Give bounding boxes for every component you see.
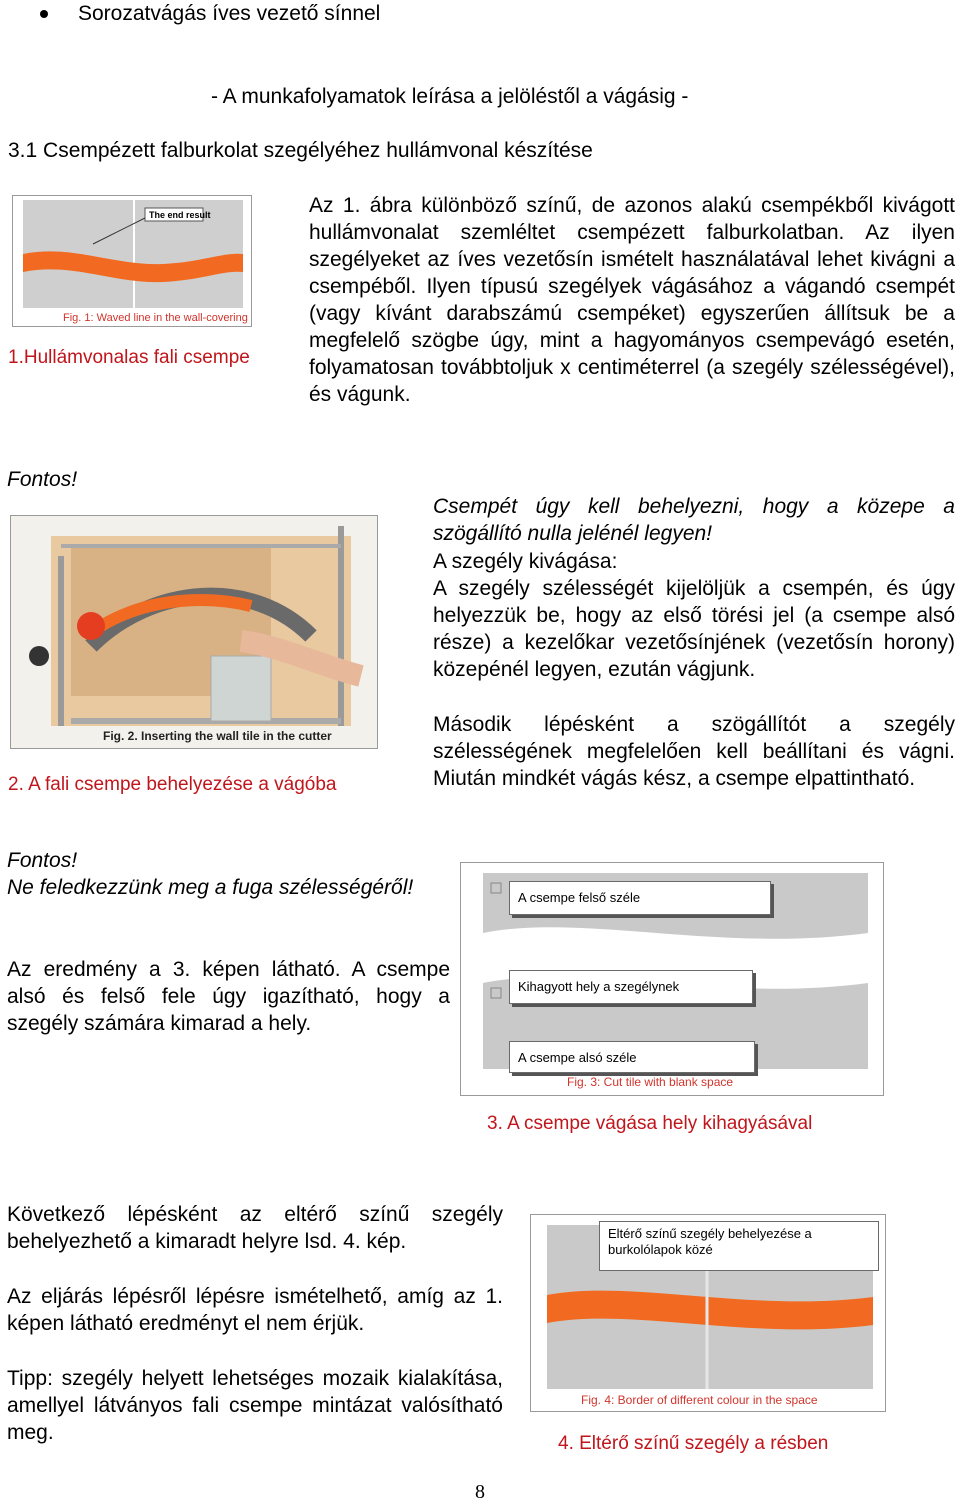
- bullet-item: Sorozatvágás íves vezető sínnel: [78, 2, 381, 25]
- figure-2-cutter: [10, 515, 378, 749]
- border-cut-paragraph: A szegély szélességét kijelöljük a csempén, és úgy helyezzük be, hogy az első törési jel (a csempe alsó része) a kezelőkar vezetősínjének (vezetősín horony) közepénél legyen, ezután vágjunk.: [433, 577, 955, 681]
- fig3-callout-middle: Kihagyott hely a szegélynek: [509, 970, 753, 1004]
- figure-1-drawing: [13, 196, 251, 326]
- fig4-caption: 4. Eltérő színű szegély a résben: [558, 1433, 829, 1454]
- figure-3-cut-tile: [460, 862, 884, 1096]
- fig1-inner-caption: Fig. 1: Waved line in the wall-covering: [63, 312, 248, 324]
- fig3-inner-caption: Fig. 3: Cut tile with blank space: [567, 1075, 734, 1089]
- fontos-label-2: Fontos!: [7, 849, 78, 872]
- fig1-end-result-label: The end result: [149, 210, 211, 220]
- important-note: Csempét úgy kell behelyezni, hogy a közepe a szögállító nulla jelénél legyen!: [433, 495, 955, 545]
- figure-2-drawing: [11, 516, 377, 748]
- figure-1-waved-line: [12, 195, 252, 327]
- result-paragraph: Az eredmény a 3. képen látható. A csempe alsó és felső fele úgy igazítható, hogy a szegély számára kimarad a hely.: [7, 958, 450, 1035]
- second-step-paragraph: Második lépésként a szögállítót a szegély szélességének megfelelően kell beállítani és vágni. Miután mindkét vágás kész, a csempe elpattintható.: [433, 713, 955, 790]
- fig4-callout: Eltérő színű szegély behelyezése a burkolólapok közé: [599, 1221, 879, 1271]
- fontos-label-1: Fontos!: [7, 468, 78, 491]
- fig3-caption: 3. A csempe vágása hely kihagyásával: [487, 1113, 813, 1134]
- fig3-callout-bottom: A csempe alsó széle: [509, 1041, 755, 1073]
- fig2-caption: 2. A fali csempe behelyezése a vágóba: [8, 774, 337, 795]
- figure-4-border: [530, 1214, 886, 1412]
- section-heading: 3.1 Csempézett falburkolat szegélyéhez hullámvonal készítése: [8, 139, 593, 162]
- fig1-caption: 1.Hullámvonalas fali csempe: [8, 347, 250, 368]
- fig4-inner-caption: Fig. 4: Border of different colour in the space: [581, 1393, 818, 1407]
- fig3-callout-top: A csempe felső széle: [509, 881, 771, 915]
- border-cut-heading: A szegély kivágása:: [433, 550, 618, 573]
- bullet-dot: [40, 10, 48, 18]
- fig2-inner-caption: Fig. 2. Inserting the wall tile in the cutter: [103, 729, 332, 743]
- next-step-paragraph: Következő lépésként az eltérő színű szegély behelyezhető a kimaradt helyre lsd. 4. kép.: [7, 1203, 503, 1253]
- intro-paragraph: Az 1. ábra különböző színű, de azonos alakú csempékből kivágott hullámvonalat szemléltet csempézett falburkolatban. Az ilyen szegélyeket az íves vezetősín ismételt használatával lehet kivágni a csempéből. Ilyen típusú szegélyek vágásához a vágandó csempét (vagy kívánt darabszámú csempéket) egyszerűen állítsuk be a megfelelő szögbe úgy, mint a hagyományos csempevágó esetén, folyamatosan továbbtoljuk x centiméterrel (a szegély szélességével), és vágunk.: [309, 194, 955, 406]
- subtitle: - A munkafolyamatok leírása a jelöléstől a vágásig -: [211, 85, 689, 108]
- fuga-note: Ne feledkezzünk meg a fuga szélességéről!: [7, 876, 414, 899]
- tip-paragraph: Tipp: szegély helyett lehetséges mozaik kialakítása, amellyel látványos fali csempe mintázat valósítható meg.: [7, 1367, 503, 1444]
- repeat-paragraph: Az eljárás lépésről lépésre ismételhető, amíg az 1. képen látható eredményt el nem érjük.: [7, 1285, 503, 1335]
- page-number: 8: [475, 1481, 485, 1503]
